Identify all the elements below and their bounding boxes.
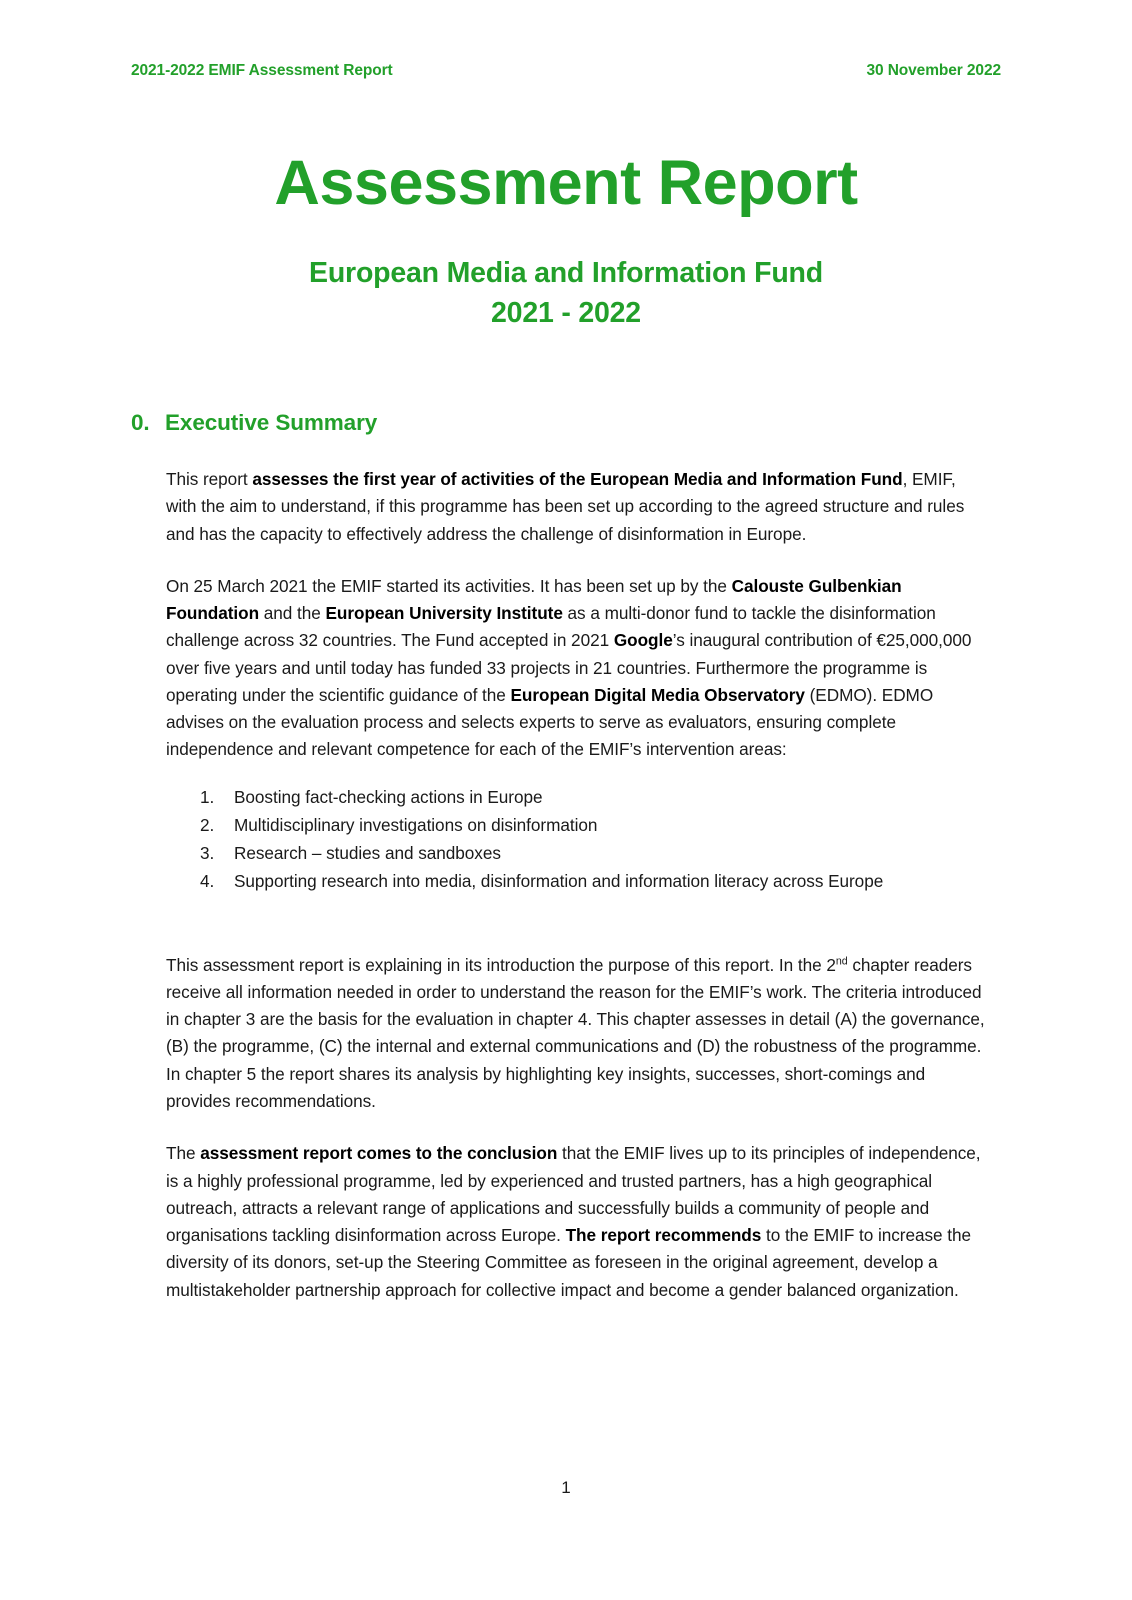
p2-bold-edmo: European Digital Media Observatory <box>510 684 805 705</box>
header-right-date: 30 November 2022 <box>866 62 1001 79</box>
section-number: 0. <box>131 410 150 435</box>
paragraph-spacer <box>166 896 988 952</box>
p3-segment-3: chapter readers receive all information needed in order to understand the reason for the EMIF’s work. The criteria introduced in chapter 3 are the basis for the evaluation in chapter 4. This chapter assesses in detail (A) the governance, (B) the programme, (C) the internal and external communications and (D) the robustness of the programme. In chapter 5 the report shares its analysis by highlighting key insights, successes, short-comings and provides recommendations. <box>166 954 985 1111</box>
p2-segment-5: as a multi-donor fund to tackle the disinformation challenge across 32 countries. The Fund accepted in 2021 <box>166 603 936 651</box>
p1-bold-fund-name: assesses the first year of activities of the European Media and Information Fund <box>252 469 903 489</box>
p2-segment-9: (EDMO). EDMO advises on the evaluation process and selects experts to serve as evaluators, ensuring complete independence and relevant competence for each of the EMIF’s intervention areas: <box>166 684 934 760</box>
p2-bold-google: Google <box>613 630 673 651</box>
p1-segment-1: This report <box>166 469 253 489</box>
document-subtitle <box>131 253 1001 334</box>
list-item: Multidisciplinary investigations on disinformation <box>234 814 598 835</box>
p4-segment-1: The <box>166 1143 201 1164</box>
intervention-areas-list <box>166 784 988 895</box>
p2-segment-1: On 25 March 2021 the EMIF started its activities. It has been set up by the <box>166 575 732 596</box>
paragraph-2 <box>166 573 988 764</box>
p2-bold-eui: European University Institute <box>325 603 563 624</box>
page-footer <box>0 1478 1132 1498</box>
paragraph-1 <box>166 466 988 548</box>
p4-segment-5: to the EMIF to increase the diversity of its donors, set-up the Steering Committee as foreseen in the original agreement, develop a multistakeholder partnership approach for collective impact and become a gender balanced organization. <box>166 1225 971 1300</box>
p4-bold-conclusion: assessment report comes to the conclusion <box>200 1143 558 1164</box>
p4-bold-recommends: The report recommends <box>565 1225 762 1246</box>
section-heading-label: Executive Summary <box>165 410 378 435</box>
p3-superscript-ordinal: nd <box>835 954 848 967</box>
subtitle-line-2: 2021 - 2022 <box>491 297 641 330</box>
p2-segment-3: and the <box>259 603 326 624</box>
title-block <box>131 148 1001 333</box>
p2-segment-7: ’s inaugural contribution of €25,000,000 over five years and until today has funded 33 projects in 21 countries. Furthermore the programme is operating under the scientific guidance of the <box>166 630 972 705</box>
p4-segment-3: that the EMIF lives up to its principles of independence, is a highly professional programme, led by experienced and trusted partners, has a high geographical outreach, attracts a relevant range of applications and successfully builds a community of people and organisations tackling disinformation across Europe. <box>166 1143 981 1246</box>
list-item: Boosting fact-checking actions in Europe <box>234 786 543 807</box>
p2-bold-gulbenkian: Calouste Gulbenkian Foundation <box>166 575 902 624</box>
page-number: 1 <box>561 1478 571 1497</box>
header-left-text: 2021-2022 EMIF Assessment Report <box>131 62 393 79</box>
document-body <box>166 466 988 1329</box>
paragraph-3 <box>166 952 988 1116</box>
paragraph-4 <box>166 1140 988 1304</box>
running-header <box>131 62 1001 80</box>
page-title: Assessment Report <box>274 148 858 218</box>
subtitle-line-1: European Media and Information Fund <box>309 256 823 289</box>
p1-segment-3: , EMIF, with the aim to understand, if this programme has been set up according to the agreed structure and rules and has the capacity to effectively address the challenge of disinformation in Europe. <box>166 469 965 544</box>
list-item: Supporting research into media, disinformation and information literacy across Europe <box>234 870 884 891</box>
section-heading-executive-summary <box>131 410 1001 436</box>
p3-segment-1: This assessment report is explaining in its introduction the purpose of this report. In the 2 <box>166 954 836 975</box>
list-item: Research – studies and sandboxes <box>234 842 501 863</box>
